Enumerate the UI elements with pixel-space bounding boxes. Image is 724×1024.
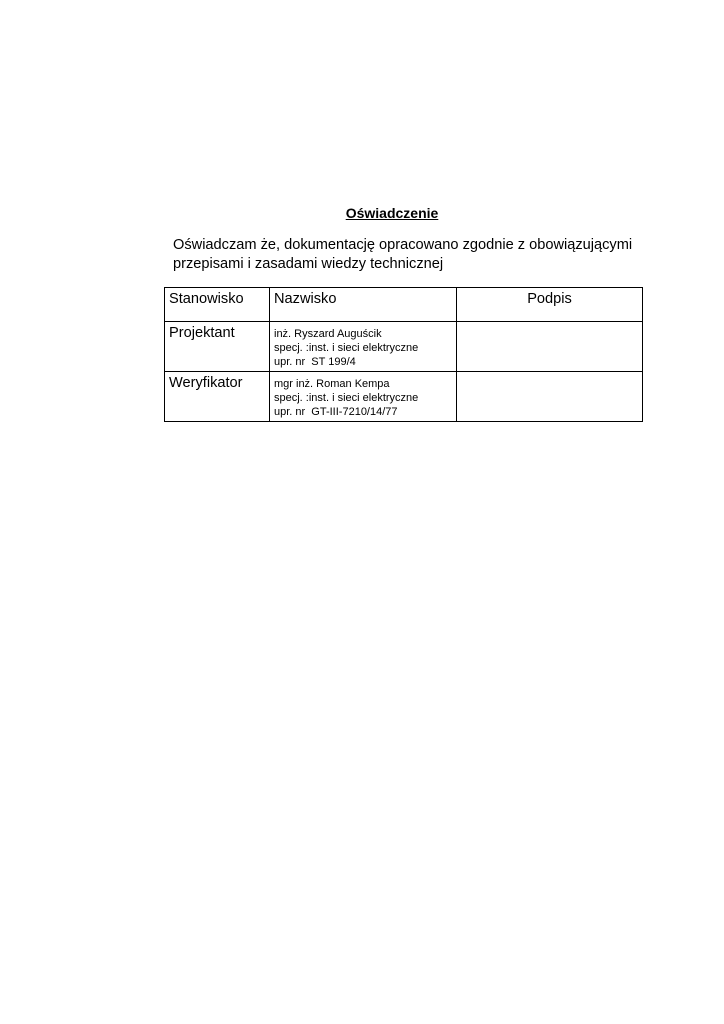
person-license: upr. nr ST 199/4 <box>274 356 356 368</box>
header-cell-name <box>270 288 457 322</box>
table-row <box>165 372 643 422</box>
header-position-label: Stanowisko <box>169 291 244 307</box>
cell-name <box>270 322 457 372</box>
table-row <box>165 322 643 372</box>
person-specialty: specj. :inst. i sieci elektryczne <box>274 342 419 354</box>
signature-table <box>164 287 643 422</box>
position-text: Projektant <box>169 325 235 341</box>
cell-signature <box>457 372 643 422</box>
cell-name <box>270 372 457 422</box>
cell-position <box>165 372 270 422</box>
header-cell-position <box>165 288 270 322</box>
person-specialty: specj. :inst. i sieci elektryczne <box>274 392 419 404</box>
person-name: mgr inż. Roman Kempa <box>274 378 390 390</box>
position-text: Weryfikator <box>169 375 243 391</box>
person-name: inż. Ryszard Auguścik <box>274 328 382 340</box>
statement-line: Oświadczam że, dokumentację opracowano zgodnie z obowiązującymi <box>173 237 633 253</box>
statement-paragraph <box>173 236 653 274</box>
cell-position <box>165 322 270 372</box>
table-header-row <box>165 288 643 322</box>
cell-signature <box>457 322 643 372</box>
header-signature-label: Podpis <box>527 291 572 307</box>
header-cell-signature <box>457 288 643 322</box>
document-title: Oświadczenie <box>345 205 439 221</box>
person-license: upr. nr GT-III-7210/14/77 <box>274 406 398 418</box>
statement-line: przepisami i zasadami wiedzy technicznej <box>173 256 444 272</box>
header-name-label: Nazwisko <box>274 291 337 307</box>
